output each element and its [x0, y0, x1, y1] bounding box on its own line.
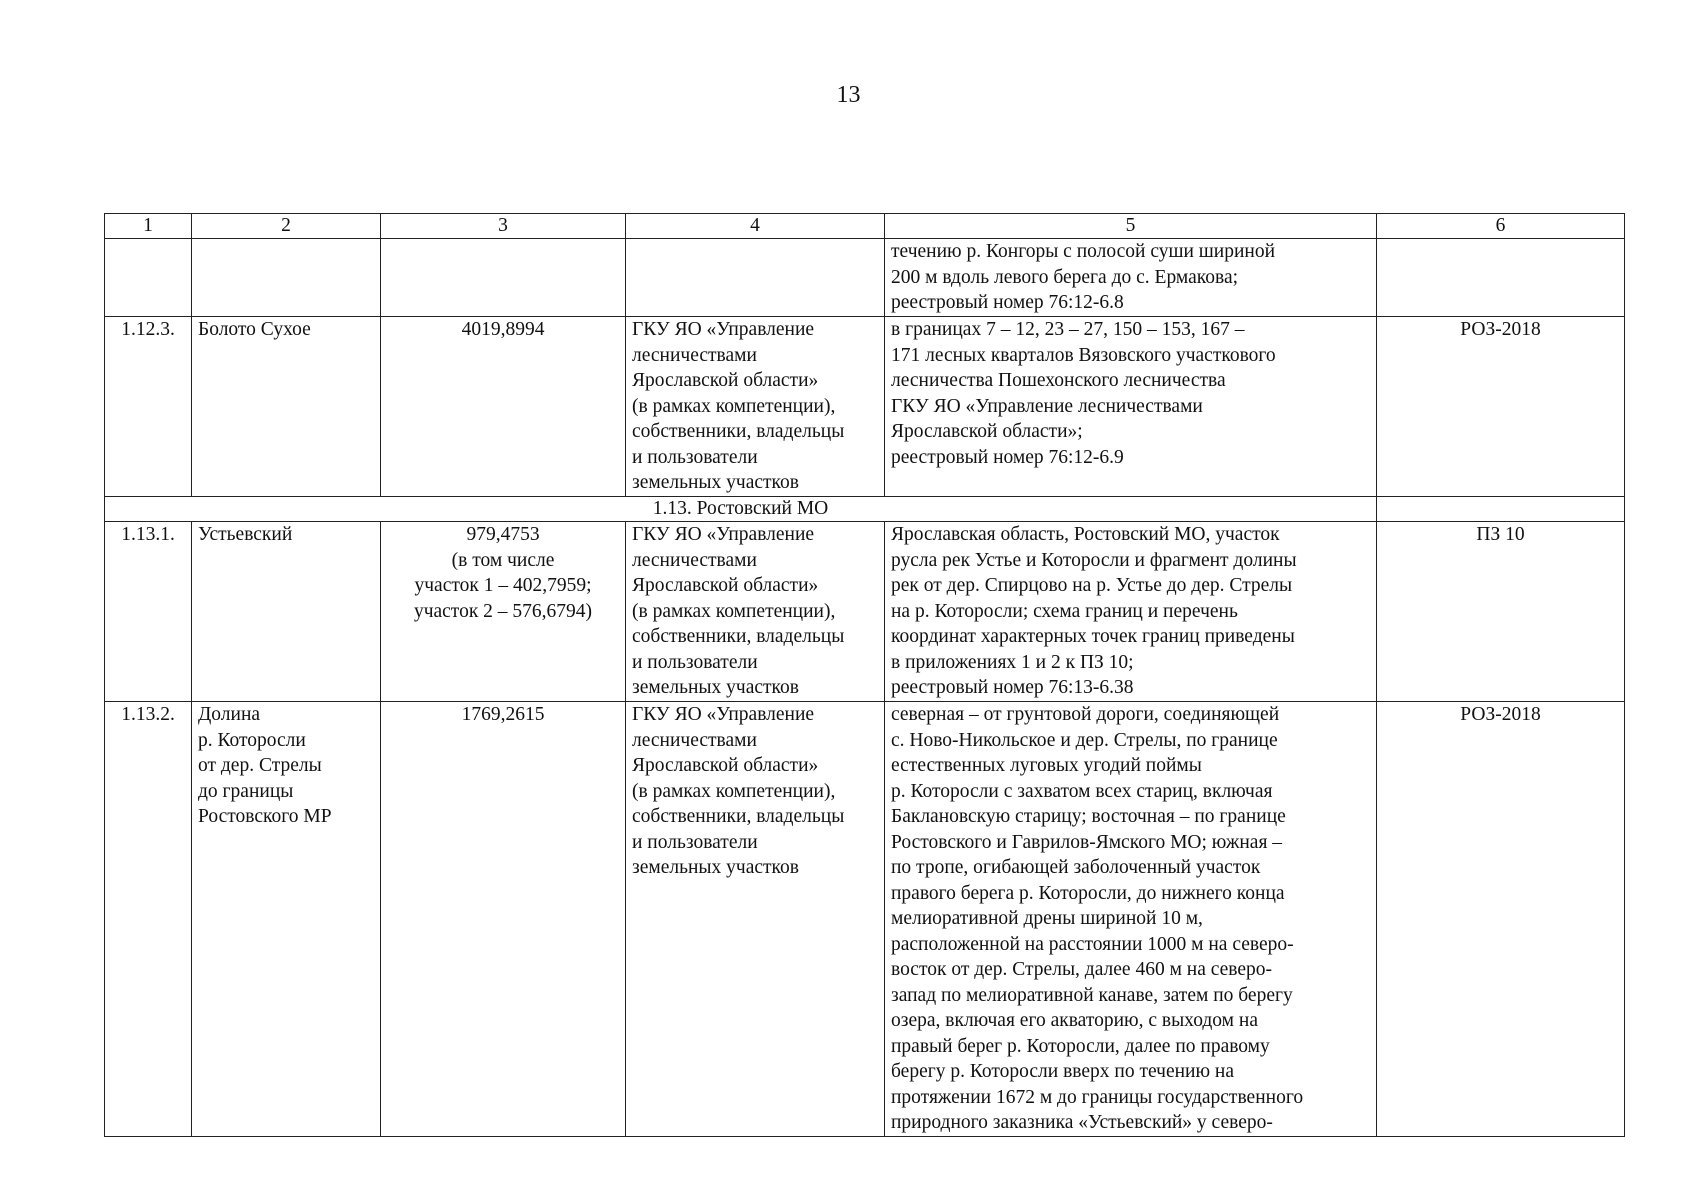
- cell-boundaries: течению р. Конгоры с полосой суши шириной 200 м вдоль левого берега до с. Ермакова; реестровый номер 76:12-6.8: [885, 239, 1377, 317]
- page-number: 13: [836, 82, 861, 108]
- cell-name: [192, 239, 381, 317]
- cell-document: РОЗ-2018: [1377, 702, 1625, 1137]
- cell-managers: ГКУ ЯО «Управление лесничествами Ярославской области» (в рамках компетенции), собственники, владельцы и пользователи земельных участков: [626, 317, 885, 497]
- cell-document: РОЗ-2018: [1377, 317, 1625, 497]
- section-title: 1.13. Ростовский МО: [105, 497, 1377, 522]
- cell-number: 1.13.2.: [105, 702, 192, 1137]
- section-empty-cell: [1377, 497, 1625, 522]
- cell-area: 1769,2615: [381, 702, 626, 1137]
- column-number-4: 4: [626, 214, 885, 239]
- cell-document: ПЗ 10: [1377, 522, 1625, 702]
- cell-area: [381, 239, 626, 317]
- column-number-5: 5: [885, 214, 1377, 239]
- cell-boundaries: Ярославская область, Ростовский МО, участок русла рек Устье и Которосли и фрагмент долины рек от дер. Спирцово на р. Устье до дер. Стрелы на р. Которосли; схема границ и перечень координат характерных точек границ приведены в приложениях 1 и 2 к ПЗ 10; реестровый номер 76:13-6.38: [885, 522, 1377, 702]
- cell-name: Устьевский: [192, 522, 381, 702]
- section-row: [105, 497, 1625, 522]
- column-number-6: 6: [1377, 214, 1625, 239]
- cell-area: 979,4753 (в том числе участок 1 – 402,7959; участок 2 – 576,6794): [381, 522, 626, 702]
- cell-managers: ГКУ ЯО «Управление лесничествами Ярославской области» (в рамках компетенции), собственники, владельцы и пользователи земельных участков: [626, 702, 885, 1137]
- cell-number: 1.13.1.: [105, 522, 192, 702]
- column-number-1: 1: [105, 214, 192, 239]
- cell-document: [1377, 239, 1625, 317]
- cell-name: Долина р. Которосли от дер. Стрелы до границы Ростовского МР: [192, 702, 381, 1137]
- cell-number: 1.12.3.: [105, 317, 192, 497]
- cell-boundaries: северная – от грунтовой дороги, соединяющей с. Ново-Никольское и дер. Стрелы, по границе естественных луговых угодий поймы р. Которосли с захватом всех стариц, включая Баклановскую старицу; восточная – по границе Ростовского и Гаврилов-Ямского МО; южная – по тропе, огибающей заболоченный участок правого берега р. Которосли, до нижнего конца мелиоративной дрены шириной 10 м, расположенной на расстоянии 1000 м на северо- восток от дер. Стрелы, далее 460 м на северо- запад по мелиоративной канаве, затем по берегу озера, включая его акваторию, с выходом на правый берег р. Которосли, далее по правому берегу р. Которосли вверх по течению на протяжении 1672 м до границы государственного природного заказника «Устьевский» у северо-: [885, 702, 1377, 1137]
- column-number-2: 2: [192, 214, 381, 239]
- cell-managers: [626, 239, 885, 317]
- table-row: [105, 522, 1625, 702]
- cell-managers: ГКУ ЯО «Управление лесничествами Ярославской области» (в рамках компетенции), собственники, владельцы и пользователи земельных участков: [626, 522, 885, 702]
- cell-name: Болото Сухое: [192, 317, 381, 497]
- table-row-continuation: [105, 239, 1625, 317]
- cell-number: [105, 239, 192, 317]
- cell-boundaries: в границах 7 – 12, 23 – 27, 150 – 153, 167 – 171 лесных кварталов Вязовского участкового лесничества Пошехонского лесничества ГКУ ЯО «Управление лесничествами Ярославской области»; реестровый номер 76:12-6.9: [885, 317, 1377, 497]
- table-header-row: [105, 214, 1625, 239]
- cell-area: 4019,8994: [381, 317, 626, 497]
- table-row: [105, 317, 1625, 497]
- column-number-3: 3: [381, 214, 626, 239]
- protected-areas-table: [104, 213, 1625, 1137]
- table-row: [105, 702, 1625, 1137]
